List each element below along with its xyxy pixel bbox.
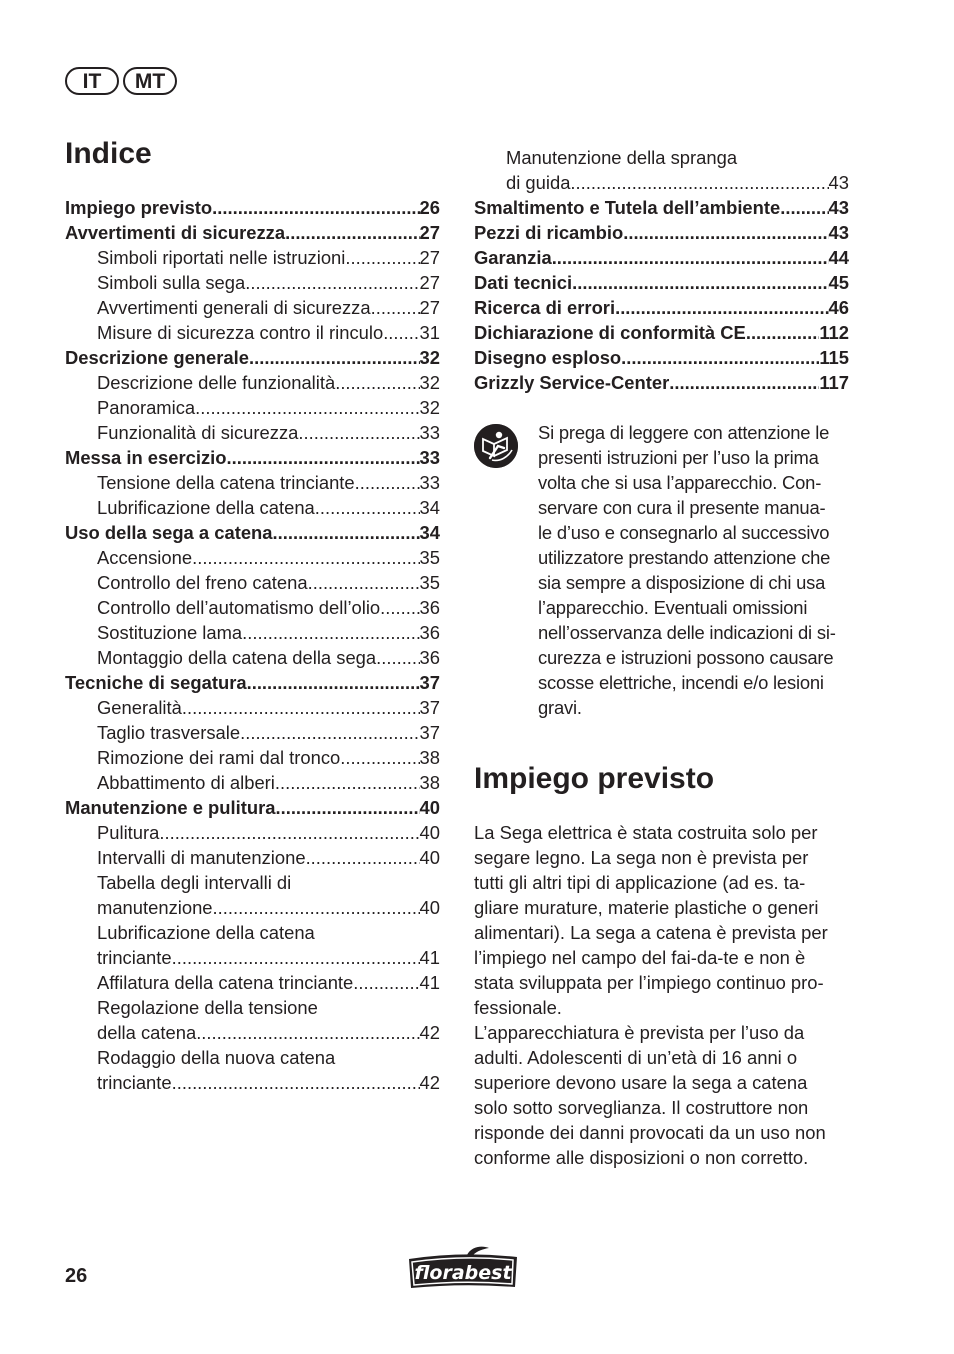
toc-leader-dots <box>335 370 419 395</box>
toc-entry-page: 33 <box>419 472 440 493</box>
toc-entry-page: 35 <box>419 547 440 568</box>
toc-entry-page: 43 <box>828 197 849 218</box>
toc-entry-title: Avvertimenti generali di sicurezza <box>97 297 371 318</box>
note-line: servare con cura il presente manua- <box>538 497 826 518</box>
toc-entry-title: Simboli riportati nelle istruzioni <box>97 247 346 268</box>
toc-entry-title: Smaltimento e Tutela dell’ambiente <box>474 197 781 218</box>
toc-entry-page: 37 <box>419 672 440 693</box>
toc-entry-title: Regolazione della tensione <box>97 997 318 1018</box>
toc-entry-title: Panoramica <box>97 397 196 418</box>
toc-entry-page: 27 <box>419 297 440 318</box>
note-line: utilizzatore prestando attenzione che <box>538 547 831 568</box>
toc-leader-dots <box>192 545 419 570</box>
toc-leader-dots <box>345 245 419 270</box>
toc-entry <box>65 720 440 745</box>
toc-entry-title: Sostituzione lama <box>97 622 243 643</box>
toc-entry <box>65 395 440 420</box>
toc-entry-title: Dati tecnici <box>474 272 573 293</box>
toc-entry-page: 44 <box>828 247 849 268</box>
toc-entry-title: Simboli sulla sega <box>97 272 246 293</box>
toc-leader-dots <box>623 220 828 245</box>
body-line: alimentari). La sega a catena è prevista per <box>474 922 828 943</box>
toc-leader-dots <box>240 720 419 745</box>
toc-entry <box>65 745 440 770</box>
toc-entry <box>65 870 440 895</box>
toc-leader-dots <box>195 395 419 420</box>
toc-leader-dots <box>172 1070 420 1095</box>
toc-entry <box>474 370 849 395</box>
toc-entry-title: Accensione <box>97 547 193 568</box>
impiego-body-text <box>474 820 864 1170</box>
toc-entry-page: 117 <box>819 372 849 393</box>
body-line: superiore devono usare la sega a catena <box>474 1072 808 1093</box>
note-line: Si prega di leggere con attenzione le <box>538 422 830 443</box>
toc-entry-page: 45 <box>828 272 849 293</box>
toc-leader-dots <box>213 895 420 920</box>
note-line: nell’osservanza delle indicazioni di si- <box>538 622 836 643</box>
toc-entry-page: 31 <box>419 322 440 343</box>
toc-entry <box>65 620 440 645</box>
toc-entry-page: 112 <box>819 322 849 343</box>
toc-entry-page: 40 <box>419 897 440 918</box>
toc-entry-page: 32 <box>419 397 440 418</box>
toc-entry <box>65 945 440 970</box>
toc-leader-dots <box>247 670 420 695</box>
toc-entry-title: Disegno esploso <box>474 347 622 368</box>
toc-leader-dots <box>572 270 828 295</box>
toc-entry <box>65 895 440 920</box>
toc-leader-dots <box>249 345 420 370</box>
toc-entry <box>474 270 849 295</box>
toc-entry-page: 38 <box>419 747 440 768</box>
toc-entry-title: Garanzia <box>474 247 552 268</box>
toc-entry-page: 41 <box>419 972 440 993</box>
note-line: sia sempre a disposizione di chi usa <box>538 572 826 593</box>
toc-entry <box>65 345 440 370</box>
toc-right-column <box>474 145 849 395</box>
toc-entry-page: 33 <box>419 447 440 468</box>
toc-entry-title: Descrizione delle funzionalità <box>97 372 336 393</box>
body-line: L’apparecchiatura è prevista per l’uso da <box>474 1022 805 1043</box>
toc-entry-title: Affilatura della catena trinciante <box>97 972 354 993</box>
toc-entry-title: Manutenzione della spranga <box>506 147 738 168</box>
toc-entry-page: 34 <box>419 522 440 543</box>
toc-entry <box>65 495 440 520</box>
lang-badge-mt: MT <box>123 67 177 95</box>
toc-entry-page: 27 <box>419 272 440 293</box>
toc-entry-page: 42 <box>419 1072 440 1093</box>
toc-leader-dots <box>275 770 420 795</box>
toc-entry-page: 40 <box>419 822 440 843</box>
toc-entry <box>474 245 849 270</box>
toc-entry-page: 43 <box>828 172 849 193</box>
toc-entry-title: Manutenzione e pulitura <box>65 797 276 818</box>
toc-leader-dots <box>340 745 419 770</box>
body-line: gliare murature, materie plastiche o generi <box>474 897 819 918</box>
toc-entry <box>65 195 440 220</box>
note-line: scosse elettriche, incendi e/o lesioni <box>538 672 824 693</box>
note-line: le d’uso e consegnarlo al successivo <box>538 522 830 543</box>
toc-entry-title: Pulitura <box>97 822 160 843</box>
toc-entry-title: Controllo dell’automatismo dell’olio <box>97 597 381 618</box>
body-line: solo sotto sorveglianza. Il costruttore non <box>474 1097 809 1118</box>
toc-leader-dots <box>380 595 419 620</box>
heading-impiego-previsto: Impiego previsto <box>474 762 715 795</box>
toc-entry <box>65 295 440 320</box>
body-line: adulti. Adolescenti di un’età di 16 anni o <box>474 1047 798 1068</box>
body-line: conforme alle disposizioni o non corretto. <box>474 1147 809 1168</box>
toc-entry-page: 43 <box>828 222 849 243</box>
toc-entry-title: Rimozione dei rami dal tronco <box>97 747 341 768</box>
toc-leader-dots <box>245 270 419 295</box>
toc-entry <box>474 295 849 320</box>
toc-entry-page: 37 <box>419 697 440 718</box>
toc-leader-dots <box>552 245 829 270</box>
toc-entry-title: Rodaggio della nuova catena <box>97 1047 336 1068</box>
toc-entry <box>65 970 440 995</box>
toc-entry-page: 38 <box>419 772 440 793</box>
toc-entry <box>65 570 440 595</box>
toc-entry <box>474 220 849 245</box>
toc-entry-title: Lubrificazione della catena <box>97 922 315 943</box>
toc-entry-page: 42 <box>419 1022 440 1043</box>
toc-entry <box>474 145 849 170</box>
toc-entry <box>65 420 440 445</box>
toc-entry-page: 32 <box>419 347 440 368</box>
lang-badge-it: IT <box>65 67 119 95</box>
toc-entry-title: di guida <box>506 172 571 193</box>
toc-entry <box>474 170 849 195</box>
toc-entry <box>65 770 440 795</box>
toc-entry <box>65 695 440 720</box>
toc-leader-dots <box>615 295 828 320</box>
toc-leader-dots <box>172 945 420 970</box>
toc-entry <box>65 245 440 270</box>
toc-leader-dots <box>376 645 419 670</box>
toc-entry-page: 37 <box>419 722 440 743</box>
toc-leader-dots <box>355 470 420 495</box>
toc-entry-page: 46 <box>828 297 849 318</box>
toc-leader-dots <box>371 295 420 320</box>
heading-indice: Indice <box>65 137 152 170</box>
toc-entry-title: Descrizione generale <box>65 347 249 368</box>
toc-entry-title: Taglio trasversale <box>97 722 241 743</box>
toc-entry-title: Grizzly Service-Center <box>474 372 670 393</box>
toc-entry-page: 40 <box>419 847 440 868</box>
toc-entry-page: 35 <box>419 572 440 593</box>
note-line: gravi. <box>538 697 582 718</box>
note-line: volta che si usa l’apparecchio. Con- <box>538 472 822 493</box>
toc-entry-title: Tabella degli intervalli di <box>97 872 292 893</box>
note-line: curezza e istruzioni possono causare <box>538 647 834 668</box>
toc-entry <box>474 195 849 220</box>
toc-entry-page: 34 <box>419 497 440 518</box>
toc-leader-dots <box>621 345 819 370</box>
toc-entry <box>474 345 849 370</box>
page-number: 26 <box>65 1265 88 1287</box>
toc-entry-title: Tecniche di segatura <box>65 672 247 693</box>
body-line: tutti gli altri tipi di applicazione (ad es. ta- <box>474 872 806 893</box>
toc-leader-dots <box>746 320 820 345</box>
toc-entry <box>65 320 440 345</box>
body-line: segare legno. La sega non è prevista per <box>474 847 809 868</box>
toc-entry <box>65 995 440 1020</box>
body-line: l’impiego nel campo del fai-da-te e non è <box>474 947 806 968</box>
toc-leader-dots <box>780 195 828 220</box>
toc-entry-title: Lubrificazione della catena <box>97 497 315 518</box>
toc-leader-dots <box>182 695 420 720</box>
toc-entry <box>65 445 440 470</box>
read-manual-icon <box>474 424 518 468</box>
body-line: fessionale. <box>474 997 562 1018</box>
toc-entry-title: Controllo del freno catena <box>97 572 308 593</box>
toc-entry-page: 33 <box>419 422 440 443</box>
toc-entry-title: Dichiarazione di conformità CE <box>474 322 746 343</box>
toc-leader-dots <box>570 170 828 195</box>
toc-leader-dots <box>383 320 419 345</box>
toc-entry-title: Ricerca di errori <box>474 297 616 318</box>
toc-entry <box>65 1020 440 1045</box>
toc-leader-dots <box>212 195 419 220</box>
toc-leader-dots <box>669 370 819 395</box>
toc-leader-dots <box>315 495 420 520</box>
toc-entry-page: 41 <box>419 947 440 968</box>
body-line: La Sega elettrica è stata costruita solo per <box>474 822 818 843</box>
toc-entry <box>65 670 440 695</box>
toc-entry <box>65 1070 440 1095</box>
toc-leader-dots <box>227 445 420 470</box>
toc-entry <box>65 220 440 245</box>
logo-text: florabest <box>414 1262 512 1284</box>
toc-entry <box>65 920 440 945</box>
toc-entry-title: Uso della sega a catena <box>65 522 273 543</box>
toc-entry-page: 27 <box>419 222 440 243</box>
toc-entry-title: Messa in esercizio <box>65 447 227 468</box>
toc-entry-title: Misure di sicurezza contro il rinculo <box>97 322 384 343</box>
toc-entry <box>65 1045 440 1070</box>
note-line: presenti istruzioni per l’uso la prima <box>538 447 819 468</box>
toc-entry <box>65 470 440 495</box>
toc-leader-dots <box>159 820 419 845</box>
toc-leader-dots <box>285 220 419 245</box>
toc-entry-page: 26 <box>419 197 440 218</box>
toc-entry-title: Generalità <box>97 697 182 718</box>
toc-entry <box>65 520 440 545</box>
toc-entry <box>65 845 440 870</box>
toc-leader-dots <box>353 970 419 995</box>
toc-leader-dots <box>308 570 420 595</box>
toc-entry-page: 32 <box>419 372 440 393</box>
body-line: stata sviluppata per l’impiego continuo pro- <box>474 972 824 993</box>
toc-leader-dots <box>298 420 419 445</box>
toc-entry-title: trinciante <box>97 947 172 968</box>
toc-leader-dots <box>196 1020 419 1045</box>
toc-entry-title: Avvertimenti di sicurezza <box>65 222 286 243</box>
toc-entry-title: Pezzi di ricambio <box>474 222 624 243</box>
toc-entry-title: Impiego previsto <box>65 197 213 218</box>
toc-entry-page: 36 <box>419 597 440 618</box>
toc-entry-page: 36 <box>419 647 440 668</box>
toc-entry-page: 115 <box>819 347 849 368</box>
toc-leader-dots <box>273 520 420 545</box>
note-text <box>538 420 864 720</box>
toc-leader-dots <box>275 795 419 820</box>
toc-entry-page: 40 <box>419 797 440 818</box>
body-line: risponde dei danni provocati da un uso non <box>474 1122 826 1143</box>
toc-entry-title: Tensione della catena trinciante <box>97 472 355 493</box>
toc-leader-dots <box>306 845 420 870</box>
florabest-logo <box>405 1245 521 1291</box>
toc-entry <box>65 545 440 570</box>
toc-entry <box>65 370 440 395</box>
note-line: l’apparecchio. Eventuali omissioni <box>538 597 808 618</box>
toc-entry-title: della catena <box>97 1022 197 1043</box>
toc-entry-page: 27 <box>419 247 440 268</box>
toc-entry <box>65 595 440 620</box>
toc-entry-title: Funzionalità di sicurezza <box>97 422 299 443</box>
toc-entry-title: trinciante <box>97 1072 172 1093</box>
toc-leader-dots <box>242 620 419 645</box>
toc-entry <box>65 270 440 295</box>
toc-entry <box>65 820 440 845</box>
toc-entry-page: 36 <box>419 622 440 643</box>
toc-entry-title: manutenzione <box>97 897 213 918</box>
toc-left-column <box>65 195 440 1095</box>
toc-entry <box>65 645 440 670</box>
toc-entry-title: Intervalli di manutenzione <box>97 847 306 868</box>
toc-entry-title: Abbattimento di alberi <box>97 772 275 793</box>
language-badges <box>65 67 177 95</box>
toc-entry-title: Montaggio della catena della sega <box>97 647 377 668</box>
toc-entry <box>474 320 849 345</box>
toc-entry <box>65 795 440 820</box>
